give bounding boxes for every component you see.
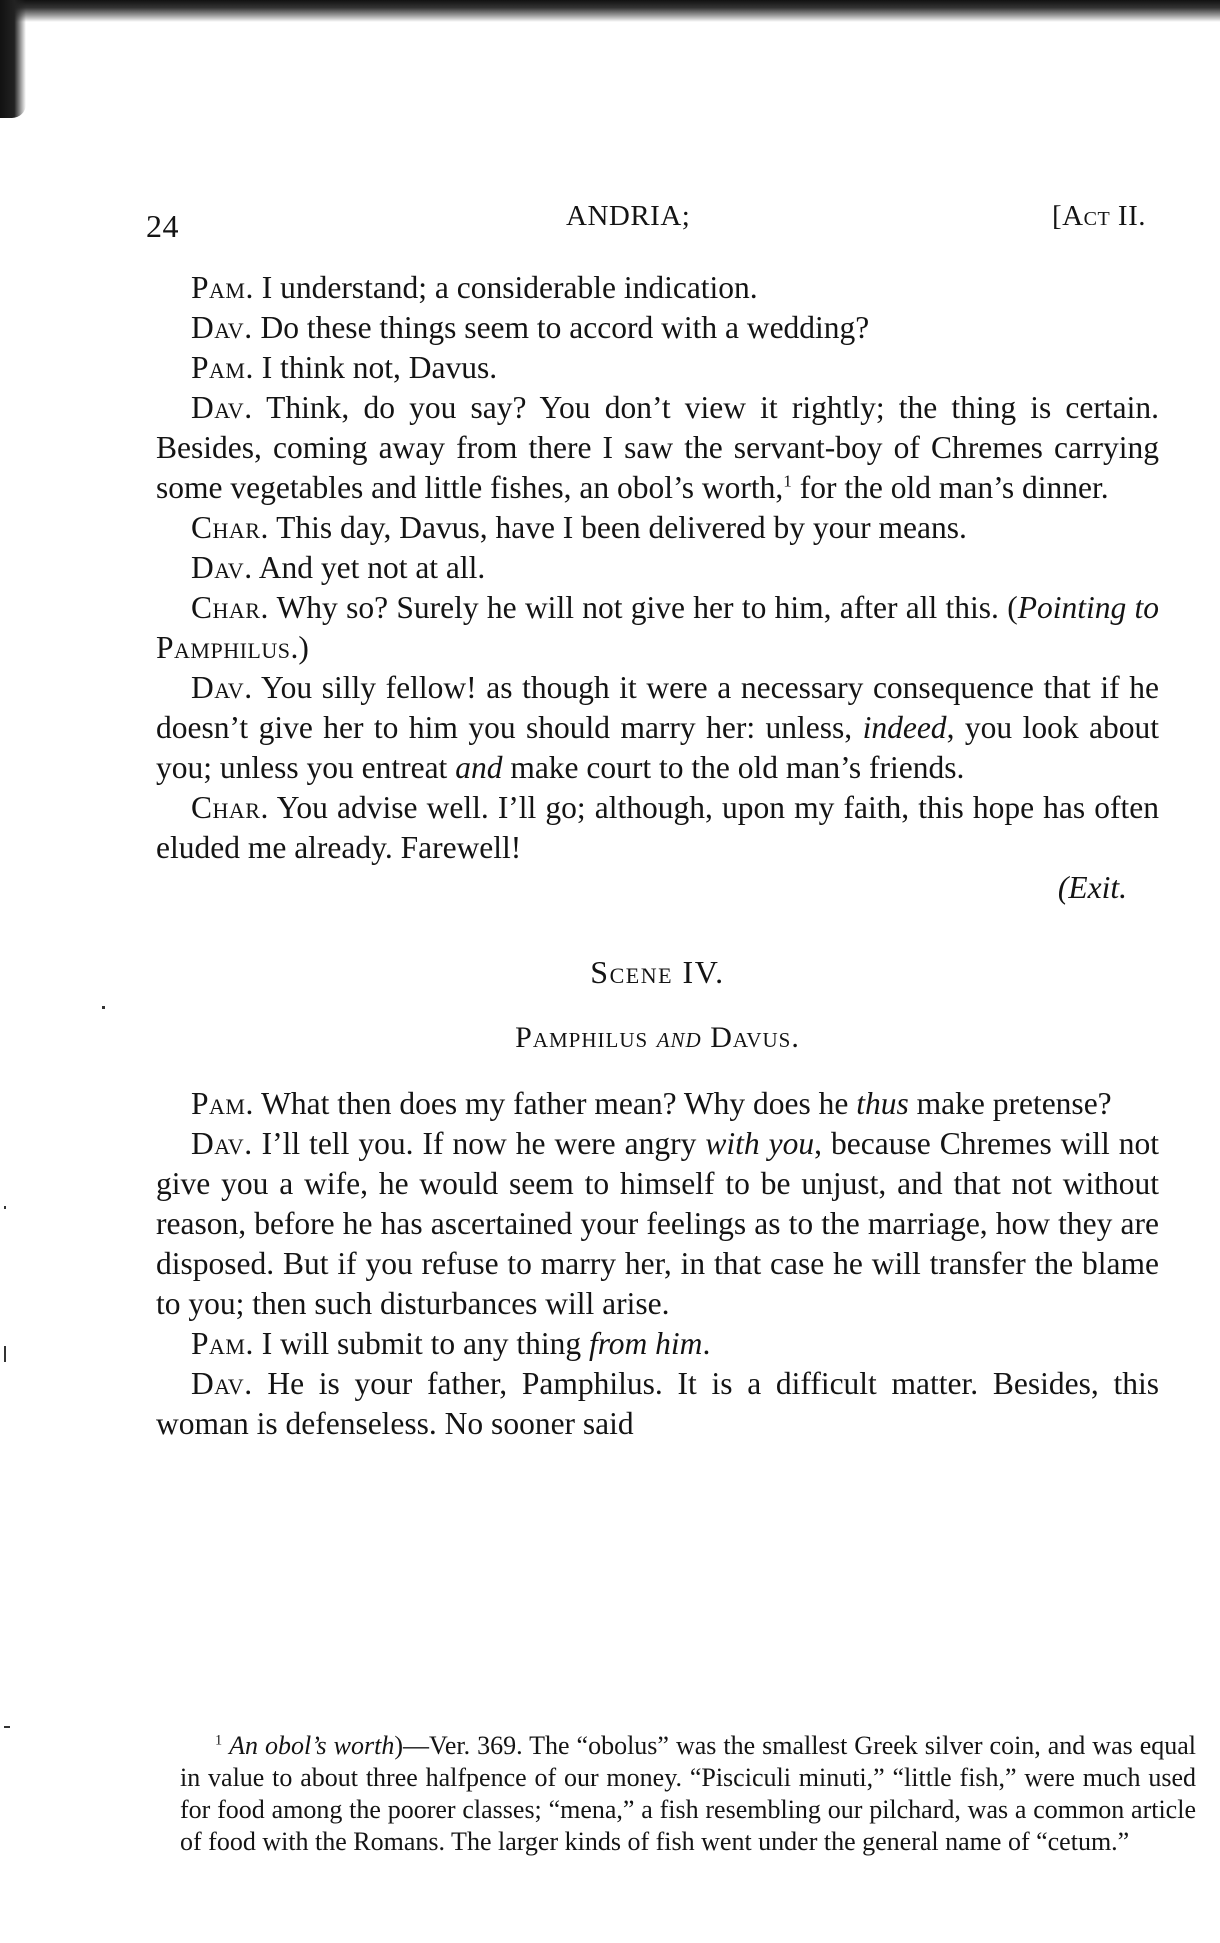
scene-persons	[156, 1018, 1159, 1058]
page-header	[146, 200, 1146, 248]
margin-mark	[4, 1206, 6, 1209]
italic-text: with you	[705, 1126, 815, 1161]
speaker-label: Char.	[191, 590, 269, 625]
running-title: ANDRIA;	[566, 200, 691, 232]
text-run: I think not, Davus.	[261, 350, 498, 385]
text-run: You silly fellow! as though it were a necessary consequence that if he doesn’t give her to him you should marry her: unless,	[156, 670, 1159, 745]
speech-paragraph	[156, 388, 1159, 508]
italic-text: indeed	[862, 710, 947, 745]
footnote-marker: 1	[215, 1732, 223, 1749]
italic-text: Pointing to	[1017, 590, 1160, 625]
text-run: , you look about you; unless you entreat	[156, 710, 1159, 785]
speaker-label: Char.	[191, 790, 269, 825]
text-run: , because Chremes will not give you a wife, he would seem to himself to be unjust, and that not without reason, before he has ascertained your feelings as to the marriage, how they are disposed. But if you refuse to marry her, in that case he will transfer the blame to you; then such disturbances will arise.	[156, 1126, 1159, 1321]
text-run: .)	[290, 630, 309, 665]
dialogue-section	[156, 1084, 1159, 1444]
text-run	[648, 1021, 657, 1054]
italic-text: from him	[588, 1326, 703, 1361]
speech-paragraph	[156, 508, 1159, 548]
text-run: He is your father, Pamphilus. It is a difficult matter. Besides, this woman is defenseless. No sooner said	[156, 1366, 1160, 1441]
speech-paragraph	[156, 1124, 1159, 1324]
footnote-marker: 1	[783, 471, 792, 491]
name-text: Pamphilus	[156, 630, 291, 665]
italic-text: thus	[856, 1086, 909, 1121]
speech-paragraph	[156, 1084, 1159, 1124]
text-run: Do these things seem to accord with a wedding?	[260, 310, 870, 345]
text-run: I understand; a considerable indication.	[261, 270, 758, 305]
speaker-label: Dav.	[191, 1126, 253, 1161]
speaker-label: Dav.	[191, 550, 253, 585]
text-run: .	[702, 1326, 711, 1361]
speaker-label: Dav.	[191, 1366, 253, 1401]
text-run: Why so? Surely he will not give her to him, after all this. (	[276, 590, 1018, 625]
text-run: Davus.	[710, 1021, 800, 1054]
text-run: )—Ver. 369. The “obolus” was the smallest Greek silver coin, and was equal in value to about three halfpence of our money. “Pisciculi minuti,” “little fish,” were much used for food among the poorer classes; “mena,” a fish resembling our pilchard, was a common article of food with the Romans. The larger kinds of fish went under the general name of “cetum.”	[180, 1731, 1197, 1856]
text-run: for the old man’s dinner.	[791, 470, 1109, 505]
footnote	[180, 1730, 1196, 1858]
speaker-label: Pam.	[191, 350, 254, 385]
speech-paragraph	[156, 1364, 1159, 1444]
text-run: make pretense?	[908, 1086, 1112, 1121]
speech-paragraph	[156, 348, 1159, 388]
stage-direction-exit	[156, 868, 1159, 908]
text-run	[702, 1021, 711, 1054]
speech-paragraph	[156, 548, 1159, 588]
margin-mark	[4, 1346, 6, 1362]
text-run: What then does my father mean? Why does he	[261, 1086, 857, 1121]
text-run: make court to the old man’s friends.	[502, 750, 965, 785]
speaker-label: Dav.	[191, 310, 253, 345]
main-text	[156, 268, 1159, 1444]
scene-title: Scene IV.	[590, 954, 725, 990]
speaker-label: Char.	[191, 510, 269, 545]
scan-corner-shadow	[0, 0, 26, 118]
act-label: [Act II.	[1052, 200, 1146, 232]
margin-mark	[102, 1006, 105, 1009]
italic-text: and	[455, 750, 503, 785]
scan-top-edge	[0, 0, 1220, 22]
text-run: And yet not at all.	[258, 550, 486, 585]
speaker-label: Pam.	[191, 1326, 254, 1361]
page-number: 24	[146, 208, 179, 244]
speech-paragraph	[156, 788, 1159, 868]
text-run: I’ll tell you. If now he were angry	[261, 1126, 706, 1161]
speech-paragraph	[156, 668, 1159, 788]
margin-mark	[4, 1726, 10, 1728]
speaker-label: Pam.	[191, 270, 254, 305]
italic-text: and	[656, 1021, 702, 1054]
speaker-label: Dav.	[191, 390, 253, 425]
italic-text: An obol’s worth	[229, 1731, 395, 1760]
speaker-label: Dav.	[191, 670, 253, 705]
text-run: I will submit to any thing	[261, 1326, 589, 1361]
text-run: You advise well. I’ll go; although, upon my faith, this hope has often eluded me already. Farewell!	[156, 790, 1159, 865]
speaker-label: Pam.	[191, 1086, 254, 1121]
speech-paragraph	[156, 588, 1159, 668]
text-run: This day, Davus, have I been delivered by your means.	[276, 510, 967, 545]
text-run: Pamphilus	[515, 1021, 649, 1054]
speech-paragraph	[156, 268, 1159, 308]
dialogue-section	[156, 268, 1159, 868]
exit-label: (Exit.	[1057, 870, 1127, 905]
speech-paragraph	[156, 308, 1159, 348]
speech-paragraph	[156, 1324, 1159, 1364]
text-run: Think, do you say? You don’t view it rightly; the thing is certain. Besides, coming away from there I saw the servant-boy of Chremes carrying some vegetables and little fishes, an obol’s worth,	[156, 390, 1159, 505]
